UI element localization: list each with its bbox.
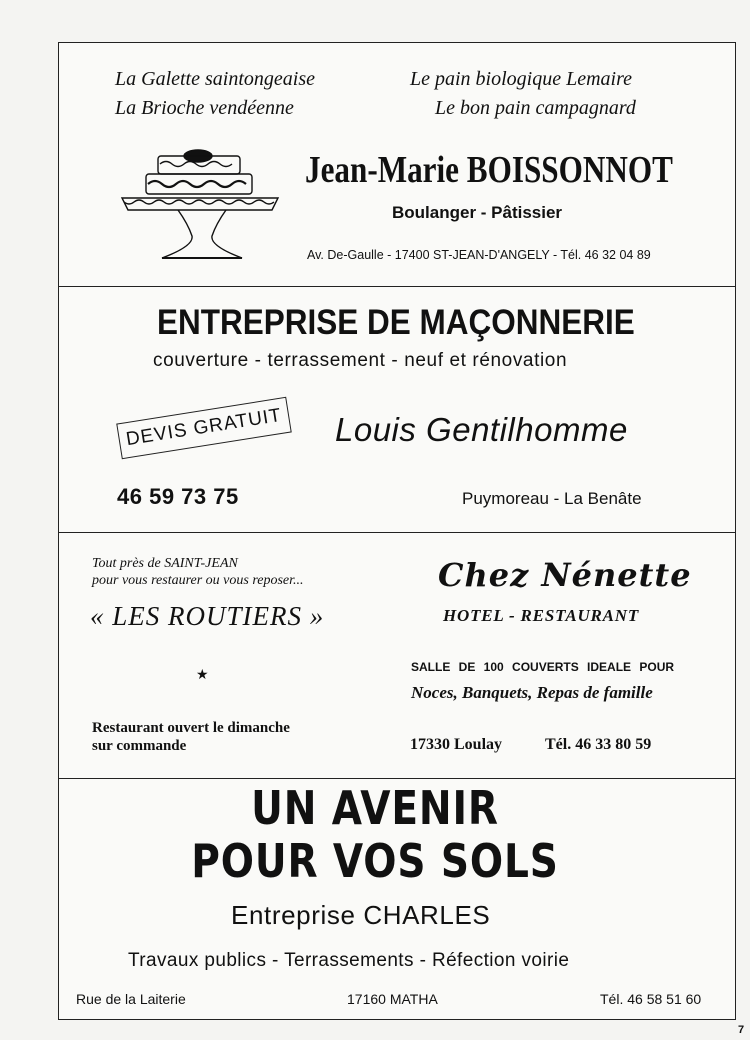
- ad4-street: Rue de la Laiterie: [76, 991, 186, 1007]
- ad4-phone: Tél. 46 58 51 60: [600, 991, 702, 1007]
- ad3-type: HOTEL - RESTAURANT: [443, 606, 640, 625]
- devis-gratuit-badge: DEVIS GRATUIT: [116, 397, 292, 459]
- ad1-address: Av. De-Gaulle - 17400 ST-JEAN-D'ANGELY - Tél. 46 32 04 89: [307, 248, 651, 262]
- ad4-headline2: POUR VOS SOLS: [191, 834, 559, 888]
- ad2-phone: 46 59 73 75: [117, 484, 239, 509]
- ad1-profession: Boulanger - Pâtissier: [392, 203, 563, 222]
- ad3-address: 17330 Loulay: [410, 736, 503, 753]
- ad4-headline1: UN AVENIR: [251, 781, 499, 835]
- page-number: 7: [738, 1024, 745, 1036]
- ad1-right-line2: Le bon pain campagnard: [435, 97, 636, 119]
- ad2-name: Louis Gentilhomme: [335, 411, 628, 448]
- ad2-title: ENTREPRISE DE MAÇONNERIE: [157, 303, 635, 342]
- cake-illustration-icon: [118, 136, 283, 266]
- ad4-company: Entreprise CHARLES: [231, 900, 491, 930]
- ad3-capacity: SALLE DE 100 COUVERTS IDEALE POUR: [411, 660, 675, 674]
- ad3-brand: « LES ROUTIERS »: [90, 601, 325, 631]
- ad4-city: 17160 MATHA: [347, 991, 438, 1007]
- ad2-subtitle: couverture - terrassement - neuf et rénovation: [153, 350, 568, 371]
- ad2-location: Puymoreau - La Benâte: [462, 489, 642, 508]
- ad3-intro-line2: pour vous restaurer ou vous reposer...: [92, 573, 304, 588]
- ad3-name: Chez Nénette: [438, 556, 692, 594]
- ad3-events: Noces, Banquets, Repas de famille: [411, 683, 653, 702]
- star-icon: ★: [196, 666, 209, 682]
- ad3-hours-line2: sur commande: [92, 738, 187, 754]
- ad3-intro-line1: Tout près de SAINT-JEAN: [92, 556, 238, 571]
- ad1-name: Jean-Marie BOISSONNOT: [305, 149, 673, 191]
- ad3-hours-line1: Restaurant ouvert le dimanche: [92, 720, 290, 736]
- ad3-phone: Tél. 46 33 80 59: [545, 736, 652, 753]
- ad1-right-line1: Le pain biologique Lemaire: [410, 68, 633, 90]
- ad1-left-line1: La Galette saintongeaise: [115, 68, 315, 90]
- ad4-services: Travaux publics - Terrassements - Réfection voirie: [128, 950, 570, 971]
- ad1-left-line2: La Brioche vendéenne: [115, 97, 294, 119]
